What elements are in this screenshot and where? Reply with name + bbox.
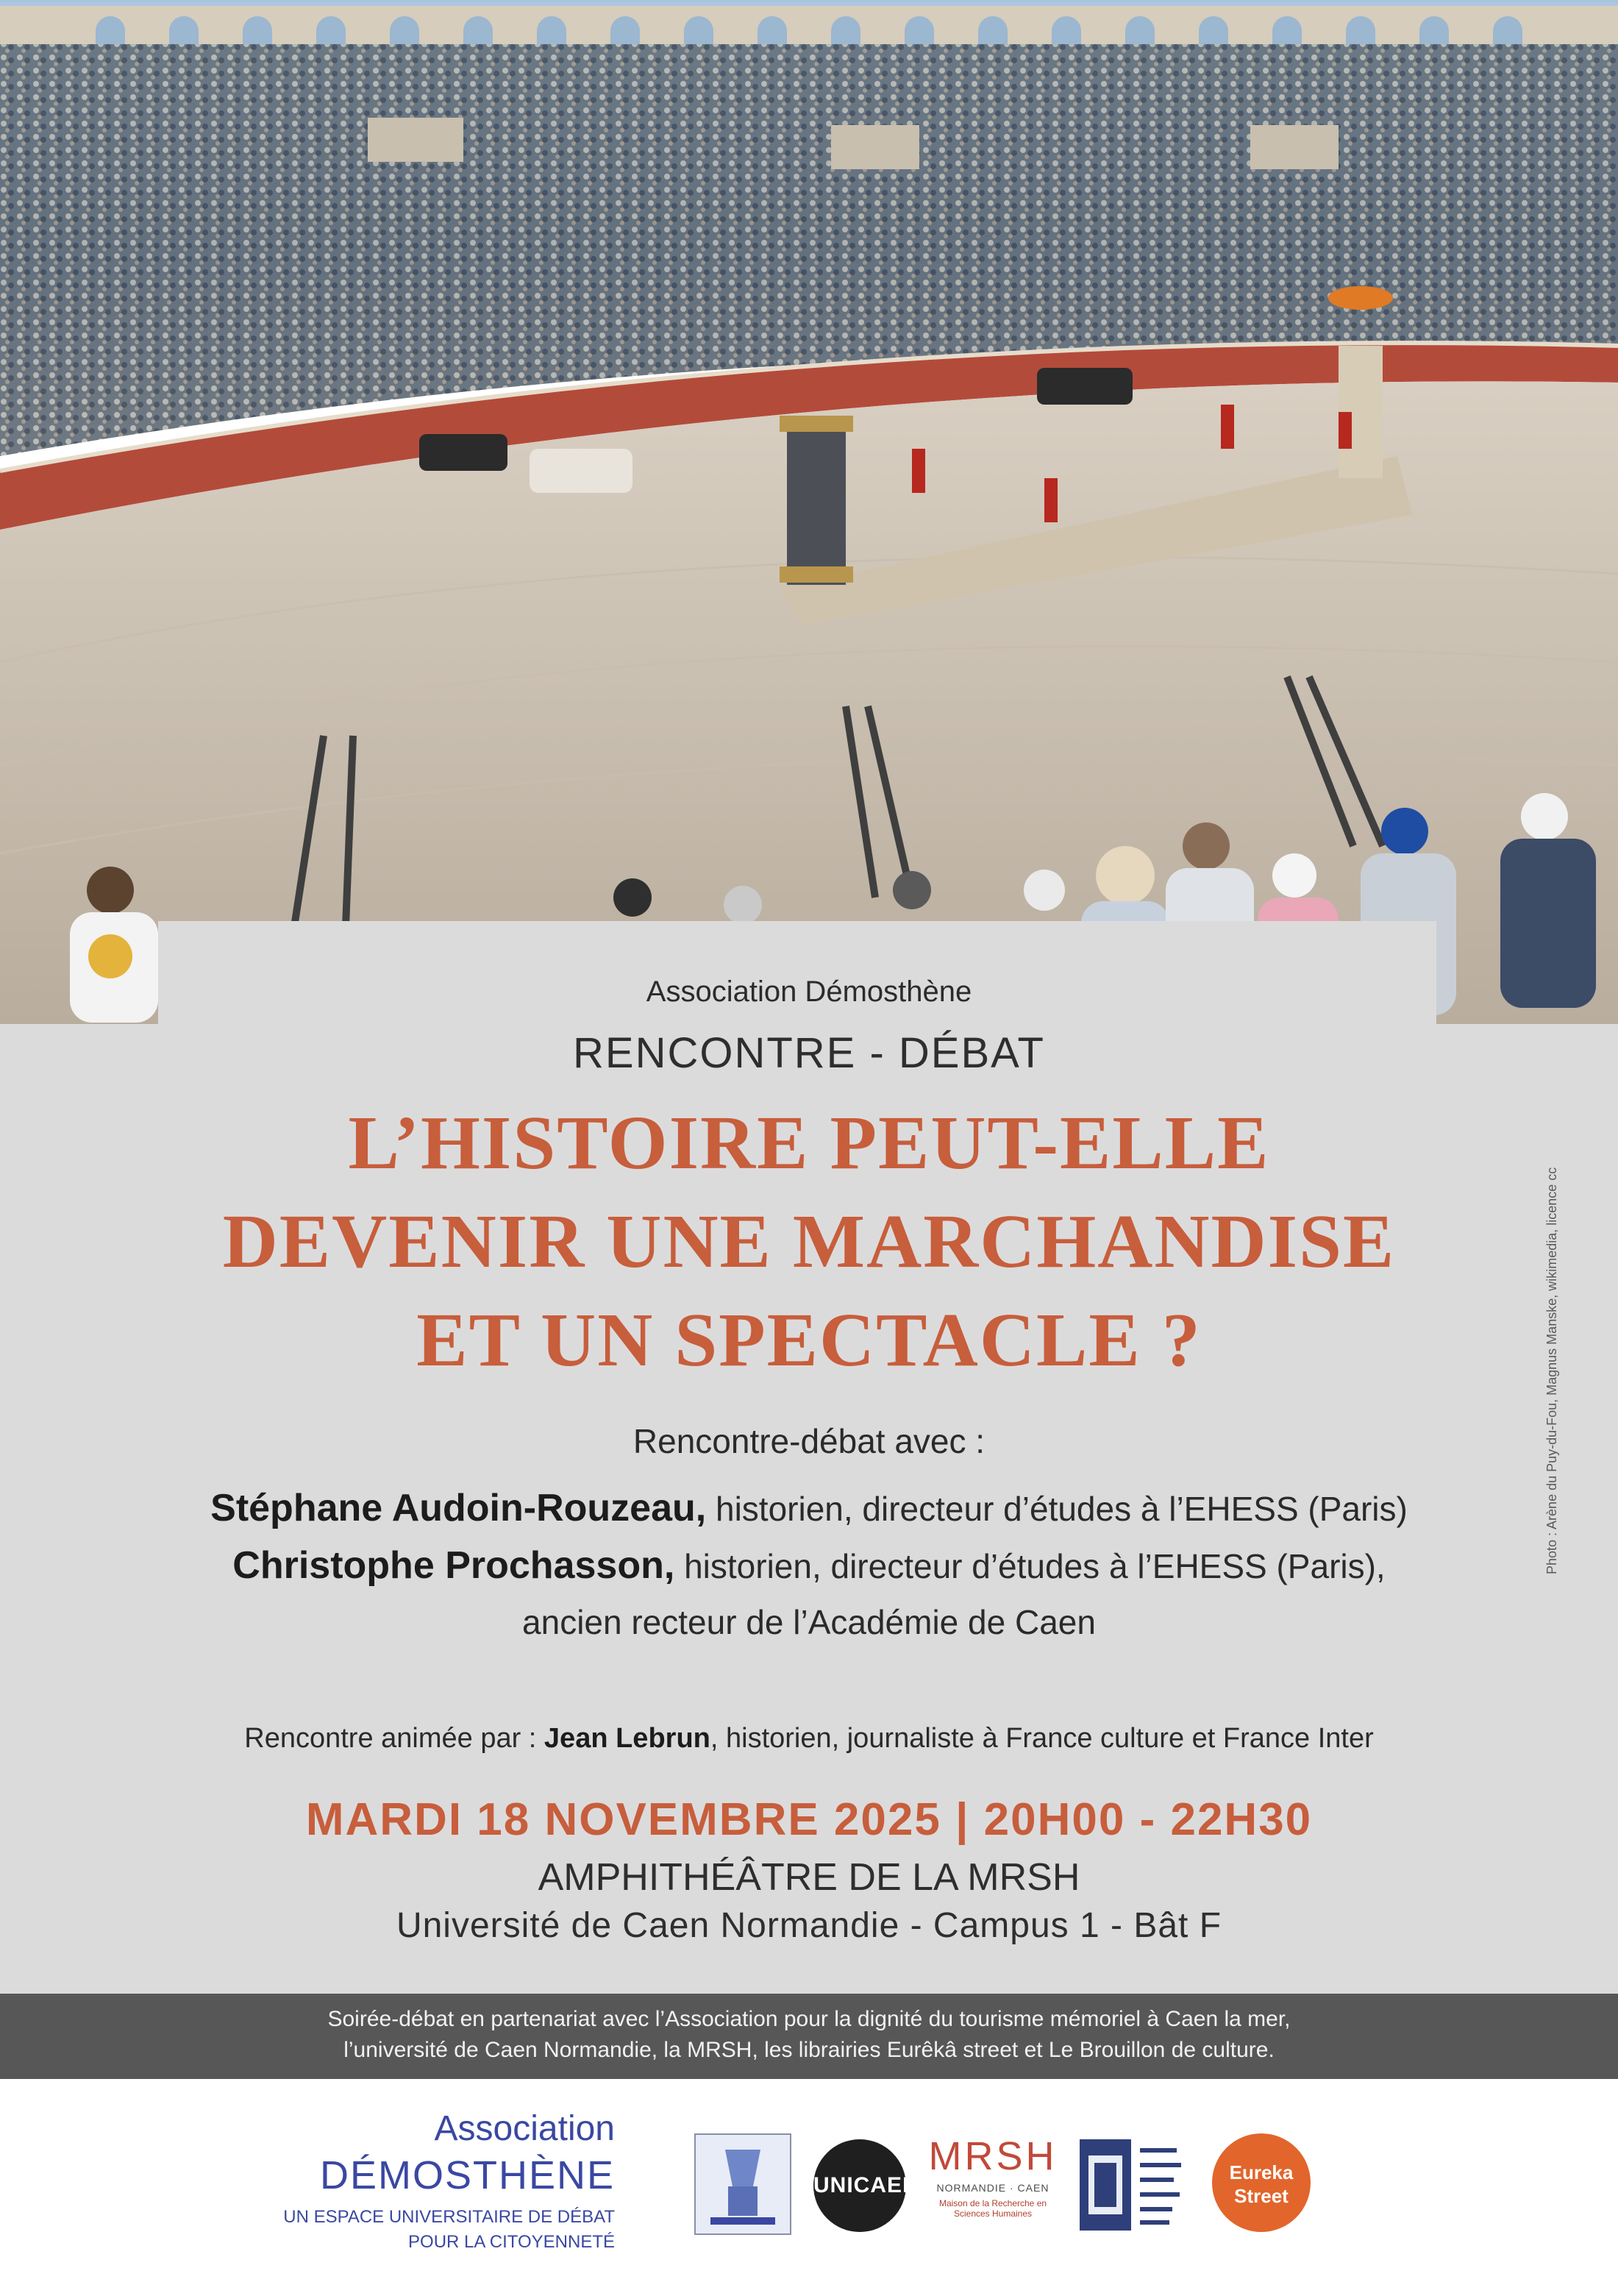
partnership-line-1: Soirée-débat en partenariat avec l’Association pour la dignité du tourisme mémoriel à Caen la mer, [327, 2007, 1291, 2031]
moderator-name: Jean Lebrun [544, 1723, 710, 1754]
event-address: Université de Caen Normandie - Campus 1 - Bât F [396, 1906, 1222, 1945]
association-name: Association Démosthène [646, 975, 972, 1008]
association-logo-line-1: Association [434, 2109, 615, 2148]
headline-line-1: L’HISTOIRE PEUT-ELLE [348, 1101, 1270, 1185]
moderator-role: , historien, journaliste à France culture et France Inter [710, 1723, 1374, 1754]
speaker-1-name: Stéphane Audoin-Rouzeau, [210, 1487, 707, 1529]
headline-line-3: ET UN SPECTACLE ? [416, 1298, 1202, 1382]
association-logo-line-4: POUR LA CITOYENNETÉ [408, 2232, 615, 2252]
event-type: RENCONTRE - DÉBAT [573, 1029, 1045, 1077]
mrsh-logo-caption: Maison de la Recherche en Sciences Humaines [938, 2198, 1047, 2219]
mrsh-logo-subtitle: NORMANDIE · CAEN [936, 2182, 1049, 2194]
headline-line-2: DEVENIR UNE MARCHANDISE [222, 1199, 1396, 1284]
info-panel-top [158, 921, 1436, 1024]
speakers-intro: Rencontre-débat avec : [632, 1422, 986, 1460]
eureka-logo-line-1: Eureka [1229, 2161, 1294, 2183]
speaker-1-role: historien, directeur d’études à l’EHESS (Paris) [716, 1490, 1408, 1528]
speaker-2-name: Christophe Prochasson, [232, 1544, 675, 1587]
speaker-2-extra: ancien recteur de l’Académie de Caen [522, 1603, 1096, 1641]
unicaen-logo: UNICAEN [813, 2139, 906, 2232]
speaker-2-role: historien, directeur d’études à l’EHESS (Paris), [684, 1547, 1386, 1585]
demosthene-logo [694, 2133, 791, 2235]
eureka-street-logo [1212, 2133, 1311, 2232]
mrsh-logo-title: MRSH [928, 2134, 1058, 2178]
speaker-2 [0, 1543, 1618, 1588]
event-venue: AMPHITHÉÂTRE DE LA MRSH [538, 1856, 1080, 1899]
event-date-time: MARDI 18 NOVEMBRE 2025 | 20H00 - 22H30 [305, 1794, 1313, 1845]
brouillon-de-culture-logo [1080, 2133, 1187, 2236]
association-logo-line-3: UN ESPACE UNIVERSITAIRE DE DÉBAT [283, 2207, 615, 2227]
moderator-line [0, 1723, 1618, 1755]
moderator-prefix: Rencontre animée par : [244, 1723, 537, 1754]
photo-credit: Photo : Arène du Puy-du-Fou, Magnus Manske, wikimedia, licence cc [1544, 1167, 1559, 1574]
eureka-logo-line-2: Street [1234, 2185, 1289, 2207]
mrsh-logo [925, 2133, 1061, 2236]
partnership-line-2: l’université de Caen Normandie, la MRSH, les librairies Eurêkâ street et Le Brouillon de culture. [343, 2038, 1275, 2062]
speaker-1 [0, 1486, 1618, 1530]
association-logo-line-2: DÉMOSTHÈNE [319, 2153, 615, 2197]
arena-photo [0, 0, 1618, 1024]
